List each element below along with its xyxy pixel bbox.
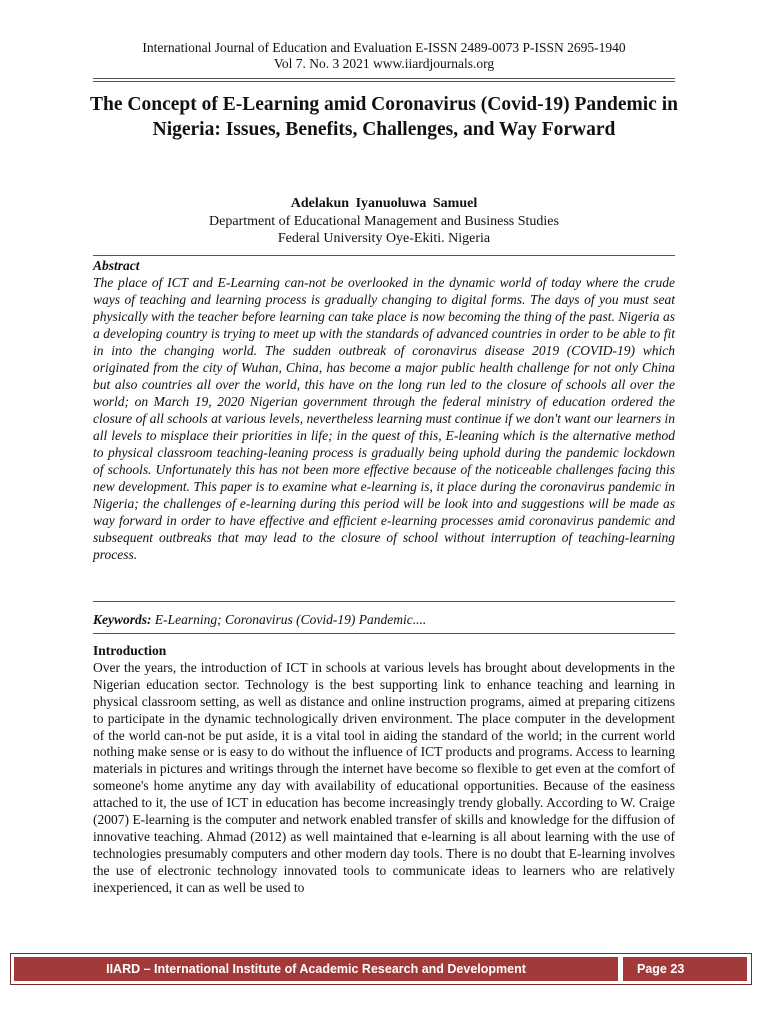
- footer-page-label: Page: [637, 962, 667, 976]
- keywords-bottom-rule: [93, 633, 675, 634]
- paper-title: The Concept of E-Learning amid Coronavirus (Covid-19) Pandemic in Nigeria: Issues, Benefits, Challenges, and Way Forward: [90, 94, 678, 140]
- abstract-top-rule: [93, 255, 675, 256]
- keywords-label: Keywords:: [93, 612, 152, 627]
- author-block: [0, 195, 768, 248]
- author-name: Adelakun Iyanuoluwa Samuel: [290, 196, 478, 211]
- keywords-text: E-Learning; Coronavirus (Covid-19) Pandemic....: [154, 612, 427, 627]
- journal-header-line-2: Vol 7. No. 3 2021 www.iiardjournals.org: [273, 56, 495, 71]
- introduction-text: Over the years, the introduction of ICT in schools at various levels has brought about developments in the Nigerian education sector. Technology is the best supporting link to enhance teaching and learning in physical classroom setting, as well as distance and online instruction programs, aimed at preparing citizens to participate in the dynamic technologically driven environment. The place computer in the development of the world can-not be put aside, it is a vital tool in aiding the standard of the world; in the current world nothing make sense or is easy to do without the influence of ICT products and programs. Access to learning materials in pictures and writings through the internet have become so flexible to get even at the comfort of someone's home anytime any day with availability of educational opportunities. Because of the easiness attached to it, the use of ICT in education has become increasingly trendy globally. According to W. Craige (2007) E-learning is the computer and network enabled transfer of skills and knowledge for the diffusion of innovative teaching. Ahmad (2012) as well maintained that e-learning is all about learning with the use of technologies presumably computers and other modern day tools. There is no doubt that E-learning involves the use of electronic technology innovated tools to communicate ideas to learners who are relatively inexperienced, it can as well be used to: [93, 659, 675, 895]
- author-institution: Federal University Oye-Ekiti. Nigeria: [277, 231, 491, 246]
- abstract-bottom-rule: [93, 601, 675, 602]
- journal-header-line-1: International Journal of Education and Evaluation E-ISSN 2489-0073 P-ISSN 2695-1940: [142, 40, 626, 55]
- page-footer: [10, 953, 752, 985]
- introduction-heading: Introduction: [93, 643, 167, 658]
- abstract-heading: Abstract: [93, 258, 140, 273]
- keywords-line: [93, 611, 675, 628]
- footer-page-value: 23: [670, 962, 685, 976]
- footer-page-number: [623, 957, 747, 981]
- footer-publisher: IIARD – International Institute of Academic Research and Development: [14, 957, 618, 981]
- author-department: Department of Educational Management and Business Studies: [209, 213, 559, 229]
- header-divider: [93, 78, 675, 79]
- journal-header: [0, 40, 768, 72]
- introduction-section: [93, 643, 675, 897]
- abstract-section: [93, 257, 675, 563]
- abstract-text: The place of ICT and E-Learning can-not be overlooked in the dynamic world of today where the crude ways of teaching and learning process is gradually changing to digital forms. The days of you must seat physically with the teacher before learning can take place is now becoming the thing of the past. Nigeria as a developing country is trying to meet up with the standards of advanced countries in order to be able to fit in into the changing world. The sudden outbreak of coronavirus disease 2019 (COVID-19) which originated from the city of Wuhan, China, has become a major public health challenge for not only China but also countries all over the world, this have on the long run led to the closure of schools all over the world; on March 19, 2020 Nigerian government through the federal ministry of education ordered the closure of all schools at various levels, nevertheless learning must continue if we don't want our learners in all levels to misplace their priorities in life; in the quest of this, E-leaning which is the alternative method to physical classroom teaching-leaning process is gradually being uphold during the pandemic lockdown of schools. Unfortunately this has not been more effective because of the noticeable challenges facing this new development. This paper is to examine what e-learning is, it place during the coronavirus pandemic in Nigeria; the challenges of e-learning during this period will be look into and suggestions will be made as way forward in order to have effective and efficient e-learning processes amid coronavirus pandemic and subsequent outbreaks that may lead to the closure of school without interruption of teaching-learning process.: [93, 275, 675, 562]
- header-divider-double: [93, 81, 675, 82]
